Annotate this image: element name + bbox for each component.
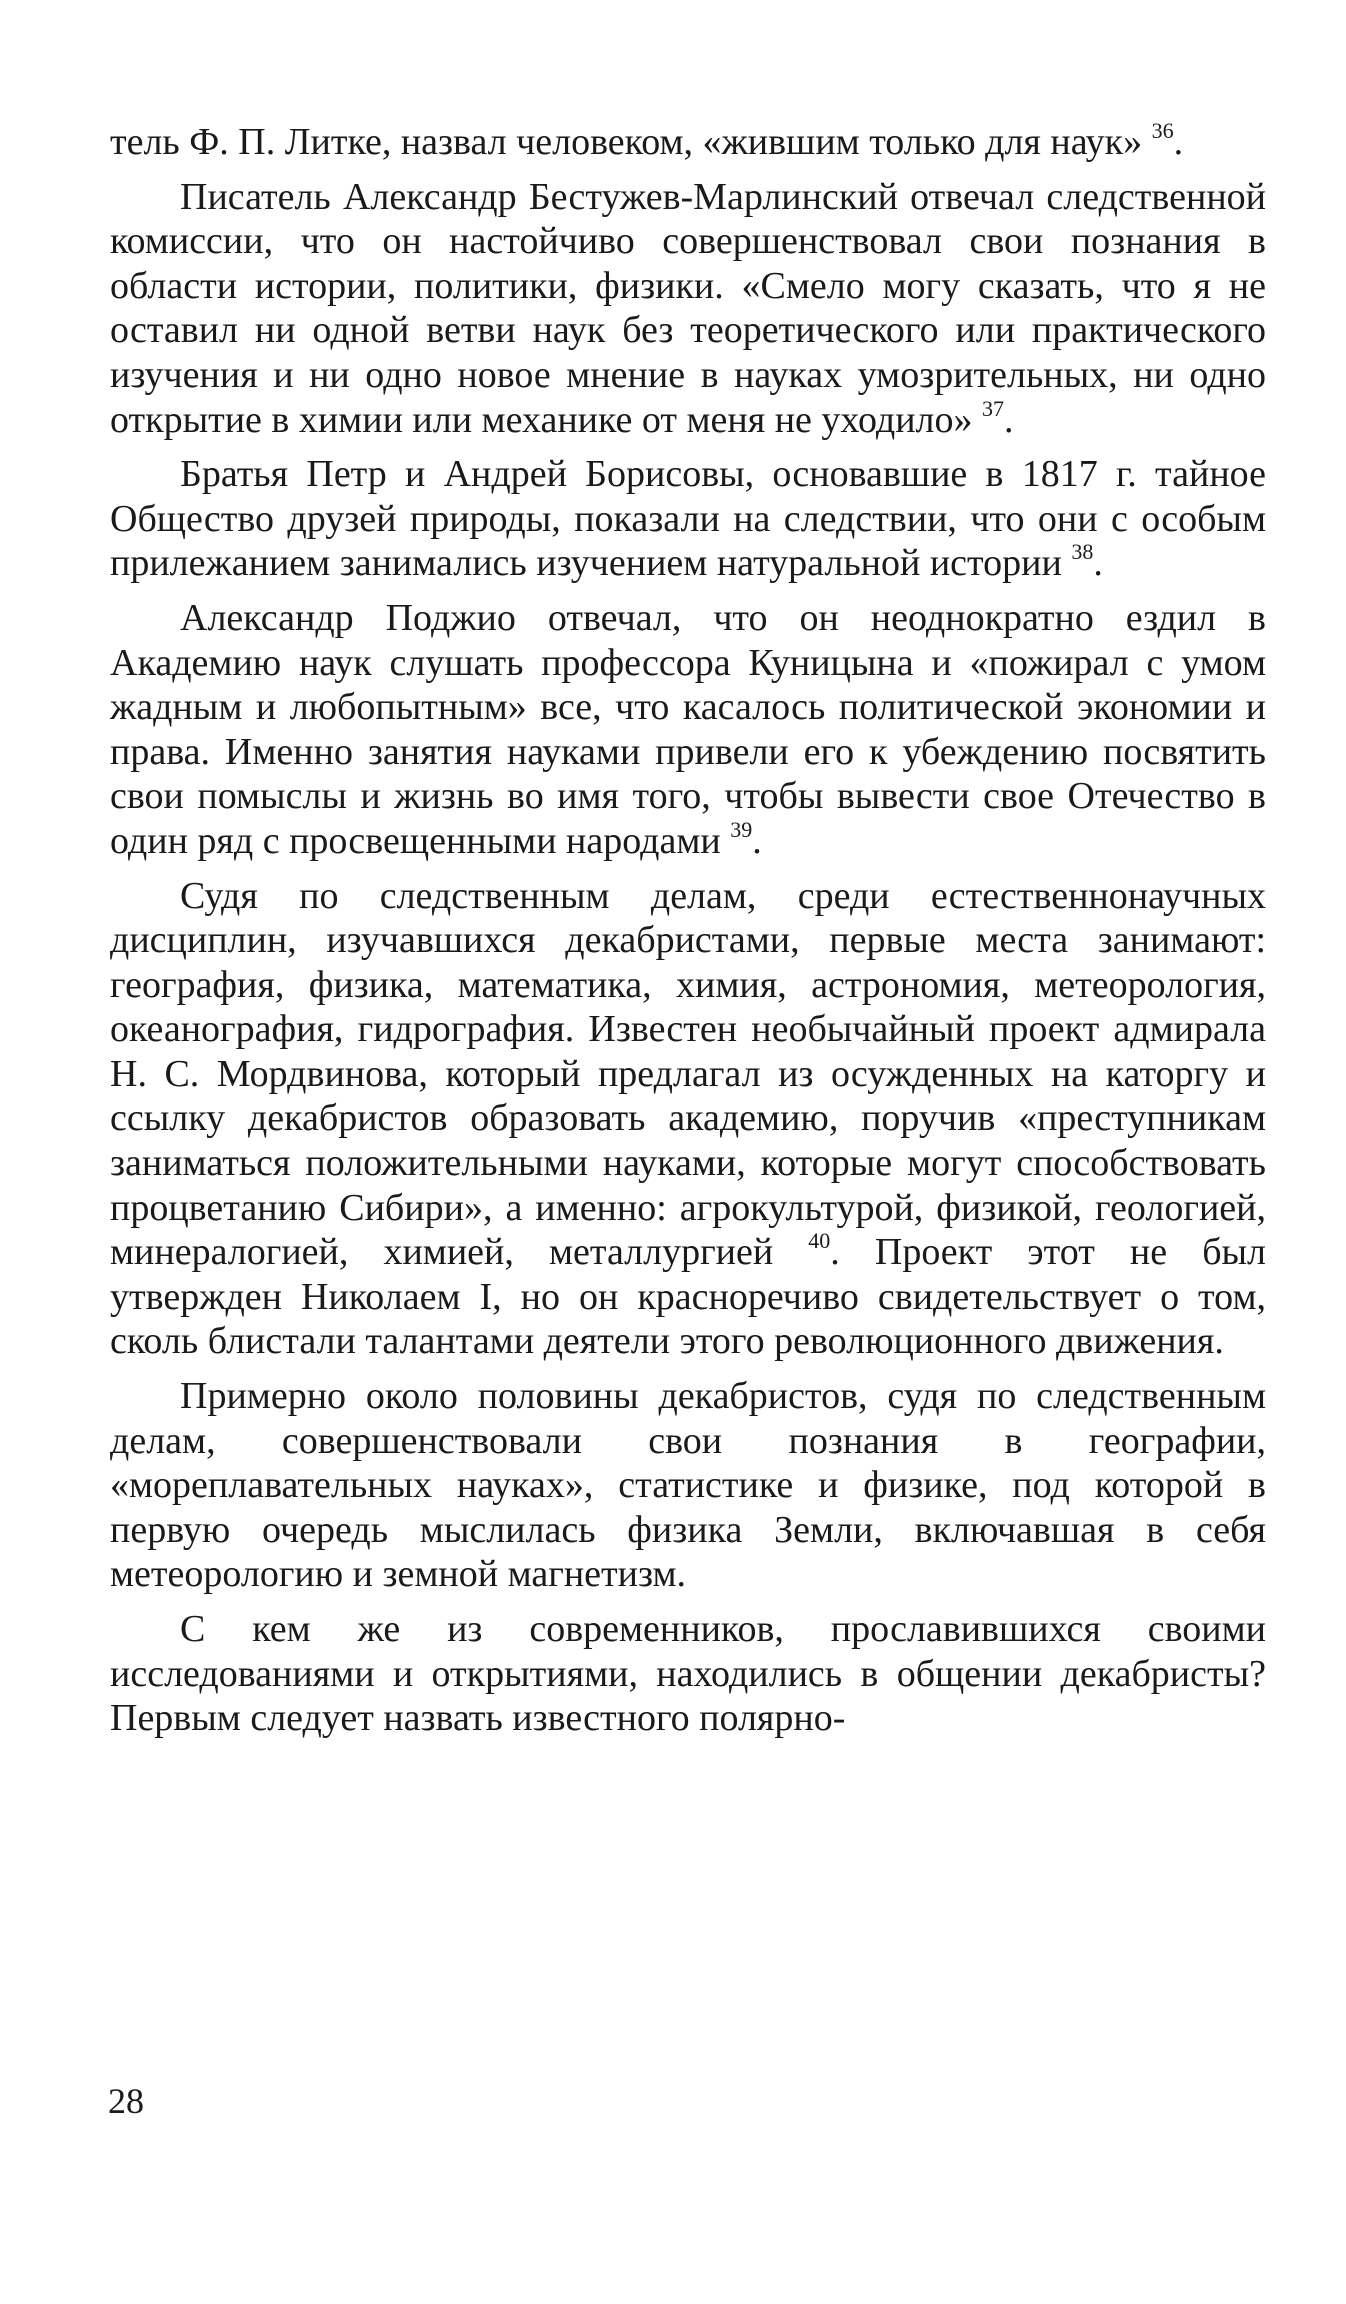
paragraph-7	[110, 1607, 1266, 1741]
paragraph-text: Писатель Александр Бестужев-Марлинский отвечал следственной комиссии, что он настойчиво совершенствовал свои познания в области истории, политики, физики. «Смело могу сказать, что я не оставил ни одной ветви наук без теоретического или практического изучения и ни одно новое мнение в науках умозрительных, ни одно открытие в химии или механике от меня не уходило»	[110, 175, 1266, 441]
footnote-ref-40: 40	[808, 1228, 831, 1254]
paragraph-tail: . Проект этот не был утвержден Николаем I, но он красноречиво свидетельствует о том, сколь блистали талантами деятели этого революционного движения.	[110, 1231, 1267, 1363]
paragraph-text: Судя по следственным делам, среди естественнонаучных дисциплин, изучавшихся декабристами, первые места занимают: география, физика, математика, химия, астрономия, метеорология, океанография, гидрография. Известен необычайный проект адмирала Н. С. Мордвинова, который предлагал из осужденных на каторгу и ссылку декабристов образовать академию, поручив «преступникам заниматься положительными науками, которые могут способствовать процветанию Сибири», а именно: агрокультурой, физикой, геологией, минералогией, химией, металлургией	[110, 874, 1266, 1274]
paragraph-text: Братья Петр и Андрей Борисовы, основавшие в 1817 г. тайное Общество друзей природы, показали на следствии, что они с особым прилежанием занимались изучением натуральной истории	[110, 453, 1266, 585]
footnote-ref-38: 38	[1071, 539, 1094, 565]
paragraph-4	[110, 596, 1266, 864]
paragraph-3	[110, 452, 1266, 586]
paragraph-text: Александр Поджио отвечал, что он неоднократно ездил в Академию наук слушать профессора Куницына и «пожирал с умом жадным и любопытным» все, что касалось политической экономии и права. Именно занятия науками привели его к убеждению посвятить свои помыслы и жизнь во имя того, чтобы вывести свое Отечество в один ряд с просвещенными народами	[110, 596, 1266, 862]
paragraph-text: Примерно около половины декабристов, судя по следственным делам, совершенствовали свои познания в географии, «мореплавательных науках», статистике и физике, под которой в первую очередь мыслилась физика Земли, включавшая в себя метеорологию и земной магнетизм.	[110, 1375, 1266, 1596]
paragraph-tail: .	[1093, 542, 1103, 585]
paragraph-tail: .	[1173, 121, 1184, 163]
page-number: 28	[108, 2081, 144, 2121]
paragraph-5	[110, 874, 1266, 1365]
footnote-ref-39: 39	[730, 816, 753, 842]
paragraph-text: С кем же из современников, прославившихся своими исследованиями и открытиями, находились в общении декабристы? Первым следует назвать известного полярно-	[110, 1608, 1266, 1740]
page-body	[110, 120, 1266, 1751]
paragraph-text: тель Ф. П. Литке, назвал человеком, «жившим только для наук»	[110, 121, 1143, 163]
footnote-ref-37: 37	[982, 395, 1004, 421]
paragraph-tail: .	[1004, 398, 1014, 441]
footnote-ref-36: 36	[1151, 118, 1174, 143]
paragraph-2	[110, 175, 1266, 443]
paragraph-6	[110, 1374, 1266, 1597]
paragraph-tail: .	[752, 819, 762, 862]
paragraph-1	[110, 120, 1266, 165]
